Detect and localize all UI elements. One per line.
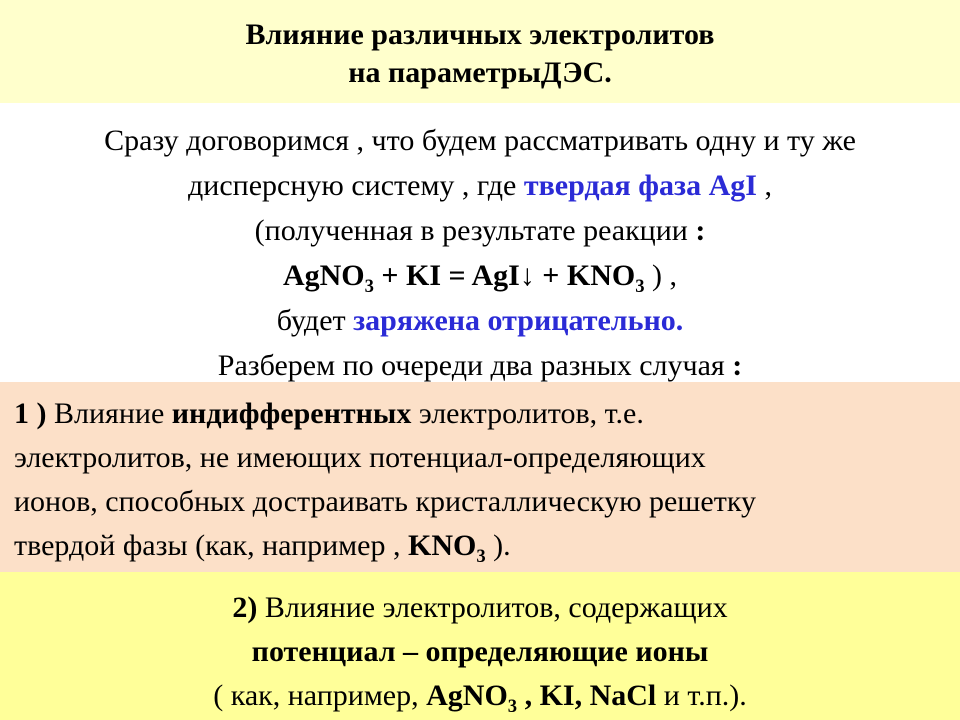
negative-charge-highlight: заряжена отрицательно.: [353, 304, 684, 337]
case-2-number: 2): [232, 591, 258, 624]
case-2-line-3: [0, 674, 960, 718]
intro-line-3-text: (полученная в результате реакции: [254, 214, 696, 247]
case-1-line-1: [14, 392, 960, 436]
case-1-line-4-tail: ).: [485, 529, 511, 562]
intro-line-1: Сразу договоримся , что будем рассматривать одну и ту же: [104, 124, 856, 157]
slide-title-line2: на параметрыДЭС.: [348, 56, 612, 89]
intro-line-3: [0, 208, 960, 253]
case-1-line-2: электролитов, не имеющих потенциал-определяющих: [14, 441, 706, 474]
case-1-line-1-tail: электролитов, т.е.: [411, 397, 644, 430]
indifferent-highlight: индифферентных: [171, 397, 412, 430]
eq-agno3: AgNO: [282, 259, 365, 292]
case-2-line-3-sep: ,: [517, 679, 540, 712]
case-1-line-4: [14, 524, 960, 568]
slide-title-line1: Влияние различных электролитов: [245, 18, 715, 51]
case-2-line-2: потенциал – определяющие ионы: [251, 635, 709, 668]
solid-phase-highlight: твердая фаза AgI: [523, 169, 757, 202]
intro-line-5: [0, 298, 960, 343]
intro-line-3-colon: :: [695, 214, 706, 247]
intro-section: [0, 118, 960, 388]
case-2-line-1: [0, 586, 960, 630]
intro-line-2-text: дисперсную систему , где: [188, 169, 524, 202]
title-banner: [0, 0, 960, 103]
case-2-line-3-text: ( как, например,: [213, 679, 427, 712]
agno3-sub: 3: [507, 696, 518, 718]
case-1-box: [0, 382, 960, 572]
kno3-formula: KNO: [407, 529, 477, 562]
agno3-formula: AgNO: [426, 679, 508, 712]
eq-sub-2: 3: [635, 276, 645, 298]
case-2-line-3-tail: и т.п.).: [656, 679, 747, 712]
ki-nacl-formula: KI, NaCl: [539, 679, 657, 712]
case-1-number: 1 ): [14, 397, 47, 430]
eq-sub-1: 3: [364, 276, 374, 298]
intro-line-6-colon: :: [732, 349, 743, 382]
eq-tail: ) ,: [644, 259, 678, 292]
intro-line-2-tail: ,: [756, 169, 772, 202]
kno3-sub: 3: [476, 546, 486, 568]
case-2-box: [0, 572, 960, 720]
case-2-line-1-text: Влияние электролитов, содержащих: [257, 591, 728, 624]
reaction-equation: [0, 253, 960, 298]
case-1-line-4-text: твердой фазы (как, например ,: [14, 529, 408, 562]
eq-middle: + KI = AgI↓ + KNO: [373, 259, 636, 292]
case-1-line-3: ионов, способных достраивать кристаллическую решетку: [14, 485, 756, 518]
case-1-line-1-text: Влияние: [46, 397, 172, 430]
intro-line-5-text: будет: [276, 304, 354, 337]
intro-line-6-text: Разберем по очереди два разных случая: [217, 349, 733, 382]
intro-line-2: [0, 163, 960, 208]
